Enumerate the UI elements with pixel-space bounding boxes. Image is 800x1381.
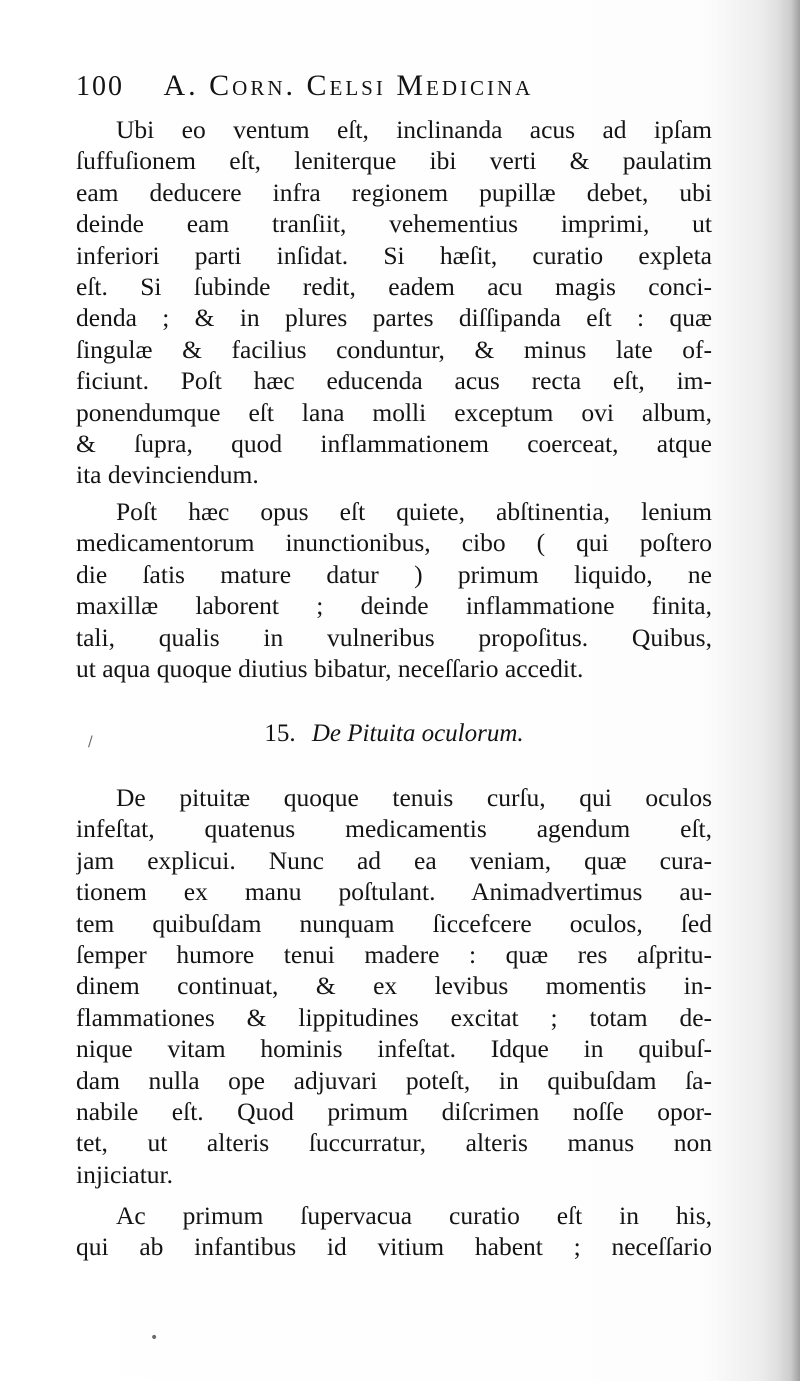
stray-mark-icon: / <box>88 734 93 750</box>
text-line: eſt. Si ſubinde redit, eadem acu magis conci- <box>76 272 712 302</box>
text-line: dinem continuat, & ex levibus momentis in- <box>76 971 712 1001</box>
text-line: deinde eam tranſiit, vehementius imprimi, ut <box>76 209 712 239</box>
text-line: eam deducere infra regionem pupillæ debet, ubi <box>76 177 712 207</box>
text-line: ſingulæ & facilius conduntur, & minus late of- <box>76 334 712 364</box>
text-line: dam nulla ope adjuvari poteſt, in quibuſdam ſa- <box>76 1065 712 1095</box>
text-line: ficiunt. Poſt hæc educenda acus recta eſt, im- <box>76 366 712 396</box>
text-line: denda ; & in plures partes diſſipanda eſt : quæ <box>76 303 712 333</box>
paragraph-text <box>76 1200 712 1263</box>
text-line: & ſupra, quod inflammationem coerceat, atque <box>76 429 712 459</box>
paragraph-3 <box>76 782 712 1190</box>
text-line: die ſatis mature datur ) primum liquido, ne <box>76 559 712 589</box>
text-line: De pituitæ quoque tenuis curſu, qui oculos <box>116 783 712 812</box>
stray-mark-icon: • <box>150 1330 159 1346</box>
text-line: nabile eſt. Quod primum diſcrimen noſſe opor- <box>76 1097 712 1127</box>
text-line: tem quibuſdam nunquam ſiccefcere oculos, ſed <box>76 908 712 938</box>
text-line: nique vitam hominis infeſtat. Idque in quibuſ- <box>76 1034 712 1064</box>
section-heading <box>76 716 712 752</box>
section-number: 15. <box>264 720 296 747</box>
text-line: tionem ex manu poſtulant. Animadvertimus au- <box>76 877 712 907</box>
paragraph-4 <box>76 1200 712 1263</box>
text-line: qui ab infantibus id vitium habent ; neceſſario <box>76 1232 712 1262</box>
page-edge-shadow <box>778 0 800 1381</box>
text-line: ponendumque eſt lana molli exceptum ovi album, <box>76 397 712 427</box>
text-line: tali, qualis in vulneribus propoſitus. Quibus, <box>76 622 712 652</box>
text-line: Poſt hæc opus eſt quiete, abſtinentia, lenium <box>116 497 712 526</box>
text-line: maxillæ laborent ; deinde inflammatione finita, <box>76 591 712 621</box>
text-line: Ubi eo ventum eſt, inclinanda acus ad ipſam <box>116 115 712 144</box>
paragraph-text <box>76 496 712 684</box>
text-line: infeſtat, quatenus medicamentis agendum eſt, <box>76 814 712 844</box>
text-line: ut aqua quoque diutius bibatur, neceſſario accedit. <box>76 654 584 684</box>
text-line: tet, ut alteris ſuccurratur, alteris manus non <box>76 1128 712 1158</box>
section-title: De Pituita oculorum. <box>311 720 524 747</box>
text-line: Ac primum ſupervacua curatio eſt in his, <box>116 1201 712 1230</box>
paragraph-2 <box>76 496 712 684</box>
text-line: ſemper humore tenui madere : quæ res aſpritu- <box>76 940 712 970</box>
paragraph-1 <box>76 114 712 491</box>
running-title: A. Corn. Celsi Medicina <box>163 69 534 102</box>
text-line: medicamentorum inunctionibus, cibo ( qui poſtero <box>76 528 712 558</box>
text-line: inferiori parti inſidat. Si hæſit, curatio expleta <box>76 240 712 270</box>
text-line: jam explicui. Nunc ad ea veniam, quæ cura- <box>76 845 712 875</box>
page-number: 100 <box>76 71 124 102</box>
text-line: flammationes & lippitudines excitat ; totam de- <box>76 1002 712 1032</box>
text-line: ita devinciendum. <box>76 460 259 490</box>
text-line: injiciatur. <box>76 1159 174 1189</box>
text-line: ſuffuſionem eſt, leniterque ibi verti & paulatim <box>76 146 712 176</box>
paragraph-text <box>76 114 712 491</box>
paragraph-text <box>76 782 712 1190</box>
running-head <box>76 66 716 106</box>
